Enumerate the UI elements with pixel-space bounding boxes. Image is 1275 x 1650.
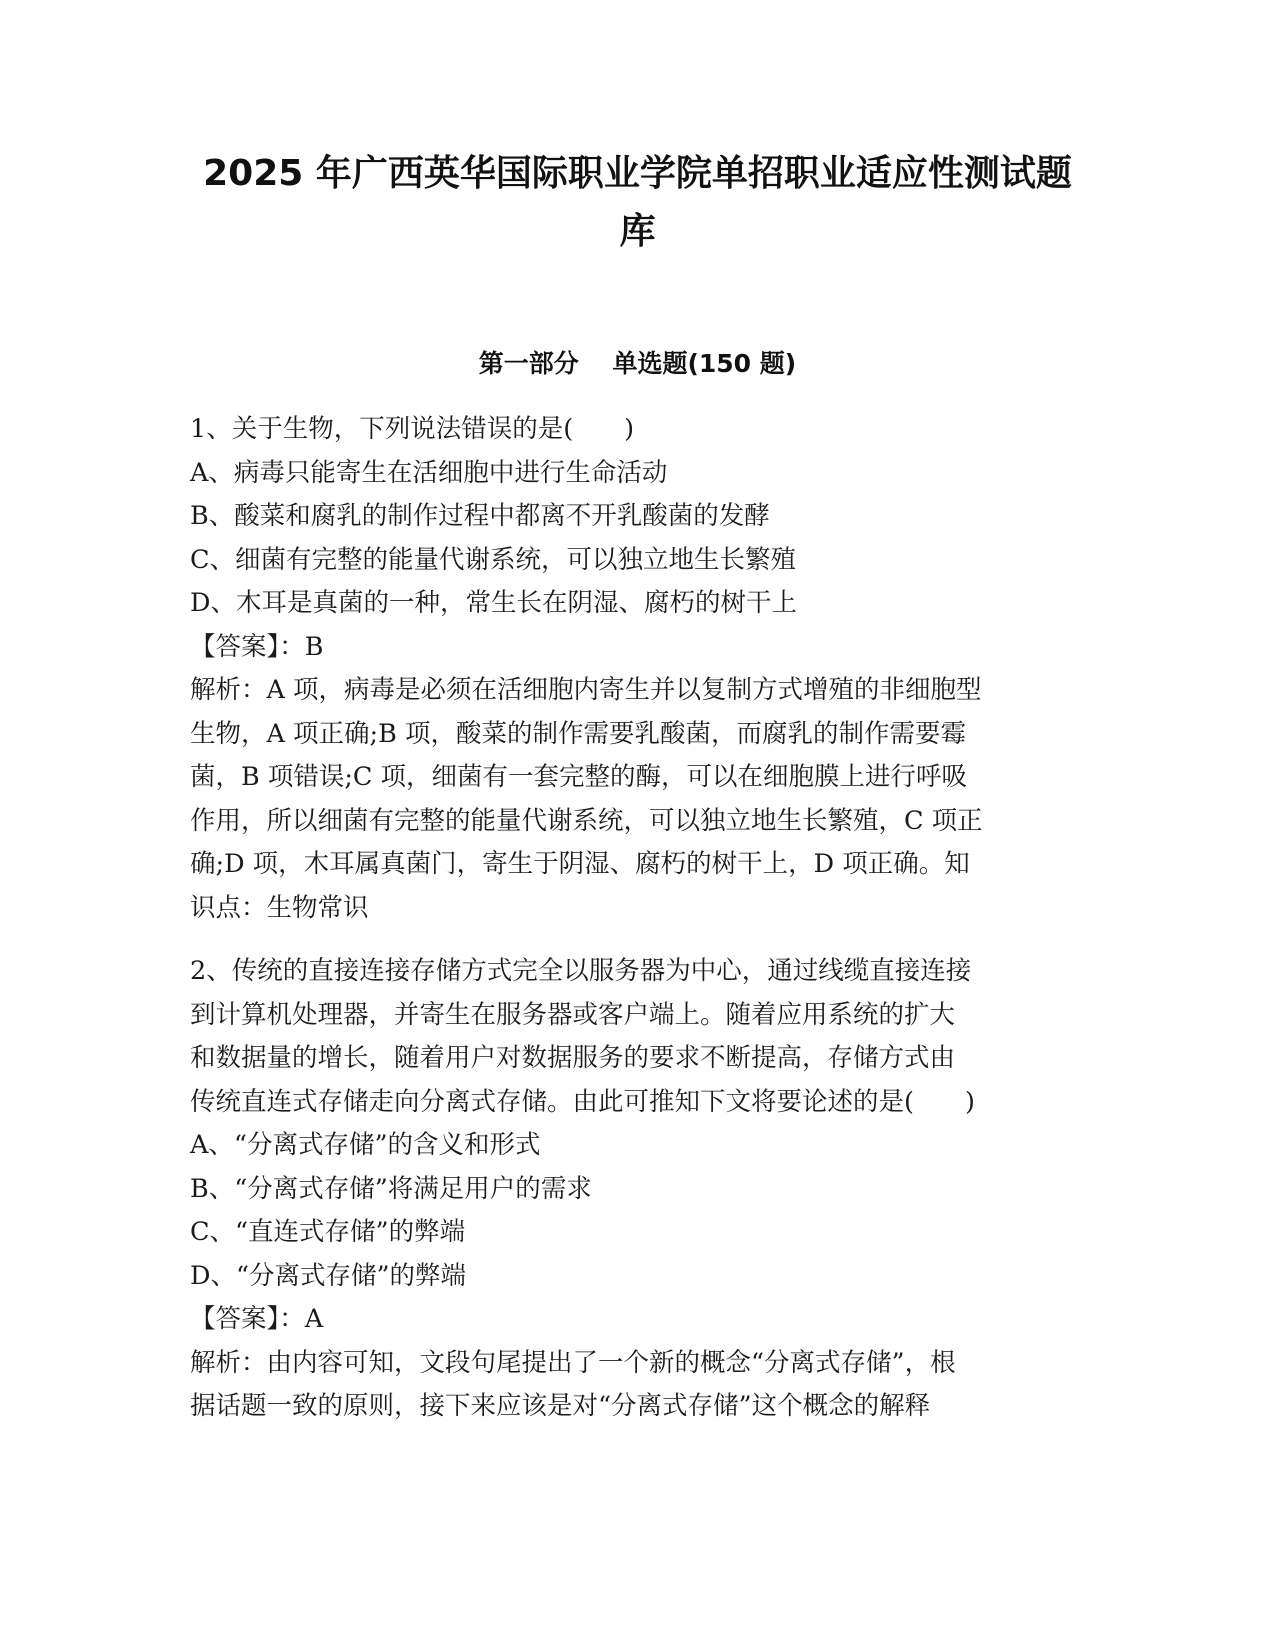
- question-2-option-d: D、“分离式存储”的弊端: [190, 1260, 467, 1291]
- explanation-line: 作用，所以细菌有完整的能量代谢系统，可以独立地生长繁殖，C 项正: [190, 805, 983, 836]
- question-2-answer: 【答案】：A: [190, 1304, 324, 1334]
- question-1-option-b: B、酸菜和腐乳的制作过程中都离不开乳酸菌的发酵: [190, 501, 770, 531]
- explanation-line: 解析：A 项，病毒是必须在活细胞内寄生并以复制方式增殖的非细胞型: [190, 675, 982, 705]
- question-spacer: [190, 930, 1090, 950]
- question-1-option-c: C、细菌有完整的能量代谢系统，可以独立地生长繁殖: [190, 544, 797, 575]
- question-1-answer: 【答案】：B: [190, 631, 324, 662]
- question-2-option-a: A、“分离式存储”的含义和形式: [190, 1130, 541, 1160]
- title-line-1: 2025 年广西英华国际职业学院单招职业适应性测试题: [203, 153, 1072, 194]
- explanation-line: 确;D 项，木耳属真菌门，寄生于阴湿、腐朽的树干上，D 项正确。知: [190, 849, 970, 879]
- explanation-line: 解析：由内容可知，文段句尾提出了一个新的概念“分离式存储”，根: [190, 1347, 956, 1378]
- explanation-line: 据话题一致的原则，接下来应该是对“分离式存储”这个概念的解释: [190, 1391, 931, 1421]
- question-list: [190, 408, 1090, 1429]
- document-title: [170, 145, 1105, 261]
- explanation-line: 菌，B 项错误;C 项，细菌有一套完整的酶，可以在细胞膜上进行呼吸: [190, 762, 968, 792]
- section-heading: 第一部分 单选题(150 题): [478, 349, 797, 378]
- explanation-line: 识点：生物常识: [190, 892, 369, 923]
- title-line-2: 库: [619, 211, 656, 252]
- stem-line: 传统直连式存储走向分离式存储。由此可推知下文将要论述的是( ): [190, 1086, 975, 1117]
- stem-line: 和数据量的增长，随着用户对数据服务的要求不断提高，存储方式由: [190, 1043, 956, 1073]
- question-2: [190, 950, 1090, 1429]
- question-2-explanation: [190, 1342, 1090, 1429]
- question-2-stem: [190, 950, 1090, 1124]
- stem-line: 2、传统的直接连接存储方式完全以服务器为中心，通过线缆直接连接: [190, 956, 972, 986]
- explanation-line: 生物，A 项正确;B 项，酸菜的制作需要乳酸菌，而腐乳的制作需要霉: [190, 718, 966, 749]
- question-1-explanation: [190, 669, 1090, 930]
- question-2-option-b: B、“分离式存储”将满足用户的需求: [190, 1173, 592, 1204]
- question-1-option-d: D、木耳是真菌的一种，常生长在阴湿、腐朽的树干上: [190, 588, 797, 618]
- stem-line: 到计算机处理器，并寄生在服务器或客户端上。随着应用系统的扩大: [190, 999, 956, 1030]
- question-1: [190, 408, 1090, 930]
- question-1-stem: 1、关于生物，下列说法错误的是( ): [190, 414, 635, 444]
- question-2-option-c: C、“直连式存储”的弊端: [190, 1217, 466, 1247]
- question-1-option-a: A、病毒只能寄生在活细胞中进行生命活动: [190, 457, 668, 488]
